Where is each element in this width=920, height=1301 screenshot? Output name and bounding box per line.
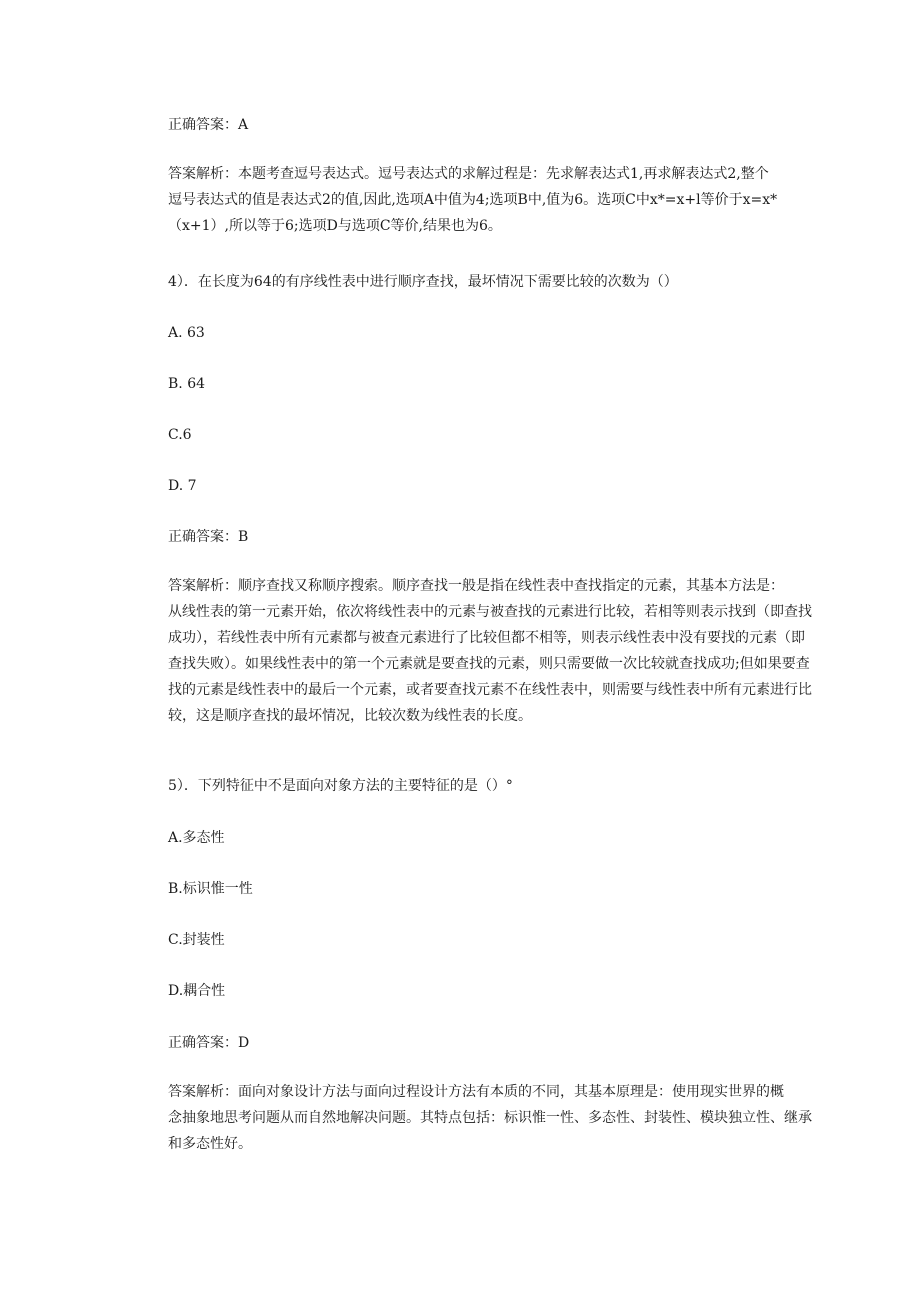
prev-analysis-line: 逗号表达式的值是表达式2的值,因此,选项A中值为4;选项B中,值为6。选项C中x*=x+l等价于x=x* bbox=[168, 192, 778, 208]
q4-analysis-line: 答案解析：顺序查找又称顺序搜索。顺序查找一般是指在线性表中查找指定的元素，其基本方法是： bbox=[168, 578, 784, 594]
q5-option-b: B.标识惟一性 bbox=[168, 881, 253, 897]
prev-answer: 正确答案：A bbox=[168, 117, 249, 133]
q5-analysis bbox=[168, 1079, 812, 1157]
q5-option-c: C.封装性 bbox=[168, 932, 225, 948]
q4-analysis-line: 找的元素是线性表中的最后一个元素，或者要查找元素不在线性表中，则需要与线性表中所有元素进行比 bbox=[168, 682, 812, 698]
q4-option-b: B. 64 bbox=[168, 376, 206, 392]
q5-analysis-line: 答案解析：面向对象设计方法与面向过程设计方法有本质的不同，其基本原理是：使用现实世界的概 bbox=[168, 1084, 784, 1100]
question-4-stem: 4）．在长度为64的有序线性表中进行顺序查找，最坏情况下需要比较的次数为（） bbox=[168, 274, 678, 290]
q4-option-a: A. 63 bbox=[168, 325, 205, 341]
q5-analysis-line: 和多态性好。 bbox=[168, 1136, 252, 1152]
q5-answer: 正确答案：D bbox=[168, 1035, 250, 1051]
question-5-stem: 5）．下列特征中不是面向对象方法的主要特征的是（）° bbox=[168, 778, 513, 794]
q5-option-a: A.多态性 bbox=[168, 830, 225, 846]
q4-analysis-line: 查找失败）。如果线性表中的第一个元素就是要查找的元素，则只需要做一次比较就查找成功;但如果要查 bbox=[168, 656, 810, 672]
q4-analysis-line: 从线性表的第一元素开始，依次将线性表中的元素与被查找的元素进行比较，若相等则表示找到（即查找 bbox=[168, 604, 812, 620]
prev-analysis-line: 答案解析：本题考查逗号表达式。逗号表达式的求解过程是：先求解表达式1,再求解表达式2,整个 bbox=[168, 166, 769, 182]
q4-analysis-line: 成功），若线性表中所有元素都与被查元素进行了比较但都不相等，则表示线性表中没有要找的元素（即 bbox=[168, 630, 805, 646]
q5-analysis-line: 念抽象地思考问题从而自然地解决问题。其特点包括：标识惟一性、多态性、封装性、模块独立性、继承 bbox=[168, 1110, 812, 1126]
q4-answer: 正确答案：B bbox=[168, 529, 249, 545]
q4-option-d: D. 7 bbox=[168, 478, 197, 494]
q4-analysis bbox=[168, 573, 812, 729]
prev-analysis-line: （x+1）,所以等于6;选项D与选项C等价,结果也为6。 bbox=[168, 218, 502, 234]
prev-analysis bbox=[168, 161, 788, 239]
q4-analysis-line: 较，这是顺序查找的最坏情况，比较次数为线性表的长度。 bbox=[168, 708, 532, 724]
q5-option-d: D.耦合性 bbox=[168, 983, 226, 999]
q4-option-c: C.6 bbox=[168, 427, 192, 443]
